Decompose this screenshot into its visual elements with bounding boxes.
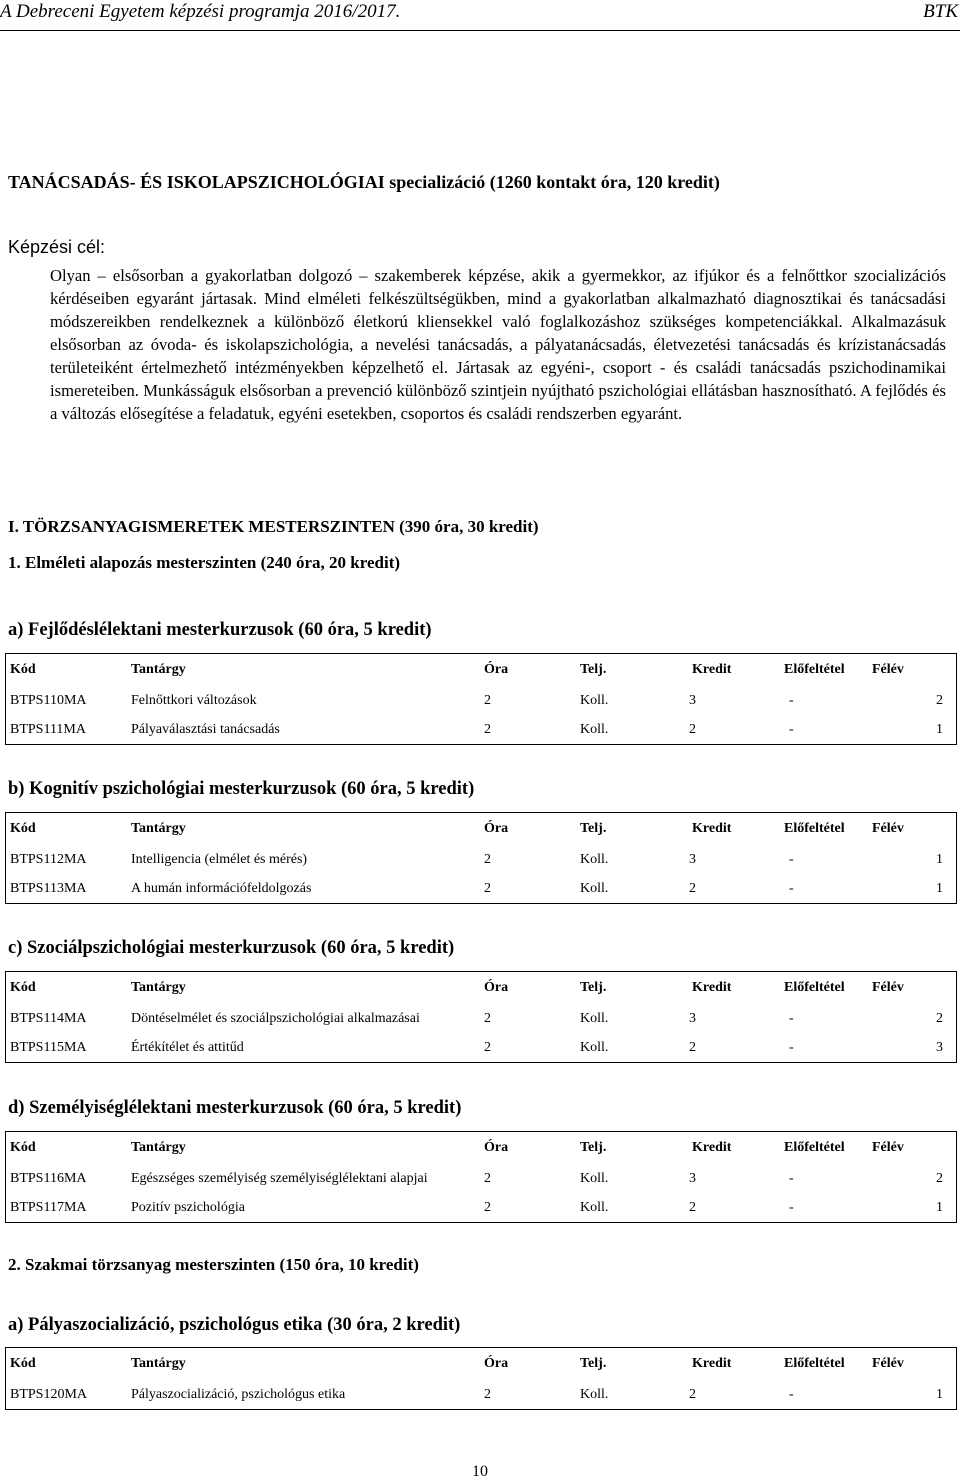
table-row (6, 1033, 956, 1062)
header-elofeltetel: Előfeltétel (784, 821, 845, 836)
cell-felev: 3 (936, 1039, 943, 1055)
table-row (6, 874, 956, 903)
header-elofeltetel: Előfeltétel (784, 1140, 845, 1155)
cell-kod: BTPS113MA (10, 880, 87, 896)
cell-telj: Koll. (580, 1039, 609, 1055)
subsection-title-professional: 2. Szakmai törzsanyag mesterszinten (150 óra, 10 kredit) (8, 1255, 419, 1274)
header-ora: Óra (484, 980, 509, 995)
cell-elofeltetel: - (789, 1199, 794, 1215)
cell-ora: 2 (484, 1039, 491, 1055)
table-row (6, 1193, 956, 1222)
course-group-title: d) Személyiséglélektani mesterkurzusok (60 óra, 5 kredit) (8, 1098, 462, 1118)
header-felev: Félév (872, 980, 904, 995)
header-felev: Félév (872, 821, 904, 836)
header-telj: Telj. (580, 980, 607, 995)
subsection-title-theory: 1. Elméleti alapozás mesterszinten (240 óra, 20 kredit) (8, 553, 401, 572)
cell-telj: Koll. (580, 1170, 609, 1186)
course-group-title: a) Pályaszocializáció, pszichológus etika (30 óra, 2 kredit) (8, 1315, 461, 1335)
cell-elofeltetel: - (789, 1039, 794, 1055)
cell-felev: 2 (936, 1010, 943, 1026)
table-row (6, 845, 956, 874)
cell-telj: Koll. (580, 851, 609, 867)
header-ora: Óra (484, 821, 509, 836)
cell-telj: Koll. (580, 1199, 609, 1215)
cell-tantargy: Pályaszocializáció, pszichológus etika (131, 1386, 346, 1402)
header-kod: Kód (10, 980, 36, 995)
cell-kredit: 2 (689, 1039, 696, 1055)
cell-tantargy: Pozitív pszichológia (131, 1199, 245, 1215)
header-program-title: A Debreceni Egyetem képzési programja 2016/2017. (0, 1, 401, 22)
cell-kod: BTPS110MA (10, 692, 87, 708)
header-faculty: BTK (923, 1, 958, 22)
cell-telj: Koll. (580, 1010, 609, 1026)
cell-kredit: 3 (689, 692, 696, 708)
cell-felev: 2 (936, 692, 943, 708)
table-header-row (6, 654, 956, 686)
cell-kod: BTPS117MA (10, 1199, 87, 1215)
course-table (5, 1347, 957, 1410)
cell-tantargy: Pályaválasztási tanácsadás (131, 721, 280, 737)
cell-kod: BTPS112MA (10, 851, 87, 867)
cell-elofeltetel: - (789, 692, 794, 708)
header-kod: Kód (10, 1140, 36, 1155)
cell-tantargy: Felnőttkori változások (131, 692, 257, 708)
table-header-row (6, 1348, 956, 1380)
cell-ora: 2 (484, 1170, 491, 1186)
cell-kredit: 2 (689, 721, 696, 737)
cell-elofeltetel: - (789, 721, 794, 737)
header-elofeltetel: Előfeltétel (784, 662, 845, 677)
course-group-title: c) Szociálpszichológiai mesterkurzusok (60 óra, 5 kredit) (8, 938, 455, 958)
course-table (5, 971, 957, 1063)
cell-kredit: 2 (689, 1386, 696, 1402)
cell-ora: 2 (484, 1386, 491, 1402)
cell-ora: 2 (484, 1199, 491, 1215)
cell-ora: 2 (484, 692, 491, 708)
header-tantargy: Tantárgy (131, 980, 186, 995)
header-felev: Félév (872, 1356, 904, 1371)
page-header (0, 0, 960, 31)
cell-telj: Koll. (580, 880, 609, 896)
table-row (6, 1004, 956, 1033)
specialization-title: TANÁCSADÁS- ÉS ISKOLAPSZICHOLÓGIAI specializáció (1260 kontakt óra, 120 kredit) (8, 172, 720, 192)
table-header-row (6, 1132, 956, 1164)
header-kredit: Kredit (692, 1356, 732, 1371)
header-kod: Kód (10, 1356, 36, 1371)
header-telj: Telj. (580, 662, 607, 677)
header-kredit: Kredit (692, 1140, 732, 1155)
cell-telj: Koll. (580, 692, 609, 708)
cell-tantargy: Egészséges személyiség személyiséglélektani alapjai (131, 1170, 428, 1186)
cell-kod: BTPS115MA (10, 1039, 87, 1055)
cell-tantargy: Döntéselmélet és szociálpszichológiai alkalmazásai (131, 1010, 420, 1026)
header-kod: Kód (10, 662, 36, 677)
course-group-title: a) Fejlődéslélektani mesterkurzusok (60 óra, 5 kredit) (8, 620, 432, 640)
goal-paragraph: Olyan – elsősorban a gyakorlatban dolgozó – szakemberek képzése, akik a gyermekkor, az ifjúkor és a felnőttkor szocializációs kérdéseiben egyaránt jártasak. Mind elméleti felkészültségükben, mind a gyakorlatban alkalmazható diagnosztikai és tanácsadási módszereikben rendelkeznek a különböző életkorú kliensekkel való foglalkozáshoz szükséges kompetenciákkal. Alkalmazásuk elsősorban az óvoda- és iskolapszichológia, a nevelési tanácsadás, a pályatanácsadás, életvezetési tanácsadás és krízistanácsadás területeiként értelmezhető intézményekben képzelhető el. Jártasak az egyéni-, csoport - és családi tanácsadás pszichodinamikai ismereteiben. Munkásságuk elsősorban a prevenció különböző szintjein nyújtható pszichológiai ellátásban hasznosítható. A fejlődés és a változás elősegítése a feladatuk, egyéni esetekben, csoportos és családi rendszerben egyaránt. (50, 266, 946, 423)
header-ora: Óra (484, 1356, 509, 1371)
cell-felev: 1 (936, 721, 943, 737)
header-elofeltetel: Előfeltétel (784, 980, 845, 995)
header-tantargy: Tantárgy (131, 1140, 186, 1155)
cell-ora: 2 (484, 721, 491, 737)
header-telj: Telj. (580, 821, 607, 836)
cell-elofeltetel: - (789, 1010, 794, 1026)
cell-felev: 2 (936, 1170, 943, 1186)
cell-elofeltetel: - (789, 1386, 794, 1402)
cell-ora: 2 (484, 851, 491, 867)
course-group-title: b) Kognitív pszichológiai mesterkurzusok (60 óra, 5 kredit) (8, 779, 475, 799)
table-row (6, 715, 956, 744)
cell-tantargy: Intelligencia (elmélet és mérés) (131, 851, 308, 867)
course-table (5, 812, 957, 904)
header-telj: Telj. (580, 1356, 607, 1371)
course-table (5, 1131, 957, 1223)
cell-kredit: 3 (689, 1170, 696, 1186)
cell-felev: 1 (936, 1386, 943, 1402)
cell-telj: Koll. (580, 721, 609, 737)
header-felev: Félév (872, 662, 904, 677)
cell-felev: 1 (936, 880, 943, 896)
header-kredit: Kredit (692, 821, 732, 836)
header-ora: Óra (484, 1140, 509, 1155)
cell-kod: BTPS116MA (10, 1170, 87, 1186)
header-kredit: Kredit (692, 662, 732, 677)
cell-ora: 2 (484, 1010, 491, 1026)
table-row (6, 1380, 956, 1409)
cell-tantargy: A humán információfeldolgozás (131, 880, 312, 896)
table-row (6, 686, 956, 715)
table-row (6, 1164, 956, 1193)
header-kredit: Kredit (692, 980, 732, 995)
header-tantargy: Tantárgy (131, 1356, 186, 1371)
cell-tantargy: Értékítélet és attitűd (131, 1039, 244, 1055)
cell-kredit: 2 (689, 1199, 696, 1215)
cell-felev: 1 (936, 851, 943, 867)
cell-ora: 2 (484, 880, 491, 896)
header-elofeltetel: Előfeltétel (784, 1356, 845, 1371)
cell-kredit: 3 (689, 1010, 696, 1026)
table-header-row (6, 813, 956, 845)
header-tantargy: Tantárgy (131, 821, 186, 836)
cell-telj: Koll. (580, 1386, 609, 1402)
page-number: 10 (472, 1463, 488, 1480)
goal-label: Képzési cél: (8, 237, 106, 257)
header-ora: Óra (484, 662, 509, 677)
cell-kredit: 2 (689, 880, 696, 896)
header-tantargy: Tantárgy (131, 662, 186, 677)
cell-elofeltetel: - (789, 1170, 794, 1186)
header-kod: Kód (10, 821, 36, 836)
section-title-core: I. TÖRZSANYAGISMERETEK MESTERSZINTEN (390 óra, 30 kredit) (8, 517, 539, 536)
cell-kod: BTPS120MA (10, 1386, 88, 1402)
cell-elofeltetel: - (789, 851, 794, 867)
header-felev: Félév (872, 1140, 904, 1155)
table-header-row (6, 972, 956, 1004)
cell-kod: BTPS111MA (10, 721, 86, 737)
header-telj: Telj. (580, 1140, 607, 1155)
course-table (5, 653, 957, 745)
cell-elofeltetel: - (789, 880, 794, 896)
cell-felev: 1 (936, 1199, 943, 1215)
cell-kredit: 3 (689, 851, 696, 867)
cell-kod: BTPS114MA (10, 1010, 87, 1026)
